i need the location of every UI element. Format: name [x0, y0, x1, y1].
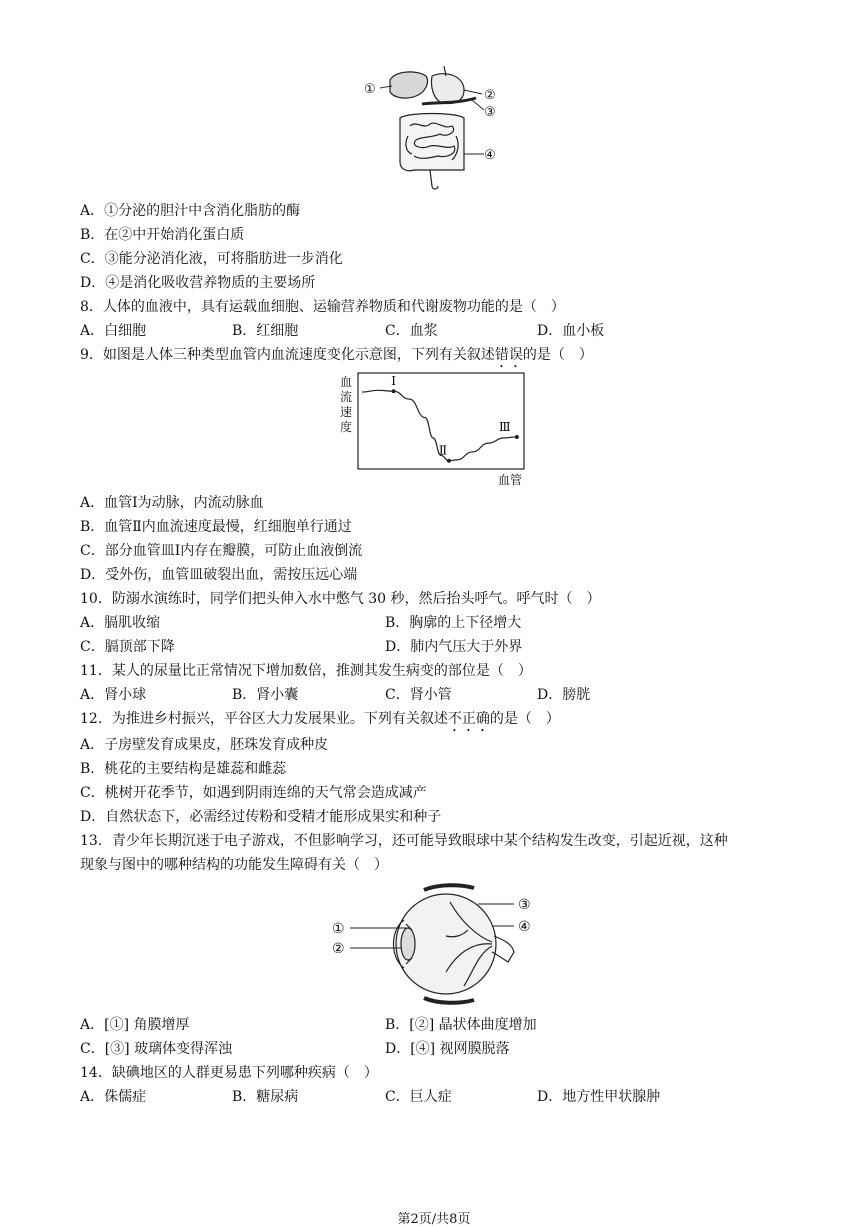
fig-label-1: ① [364, 82, 376, 97]
vessel-label-2: Ⅱ [438, 443, 447, 458]
q9-option-b: B．血管Ⅱ内血流速度最慢，红细胞单行通过 [80, 519, 352, 535]
q9-emphasis: 错误 [494, 347, 523, 363]
q10-stem: 10．防溺水演练时，同学们把头伸入水中憋气 30 秒，然后抬头呼气。呼气时（ ） [80, 591, 601, 607]
q10-option-b: B．胸廓的上下径增大 [385, 615, 522, 631]
vessel-point-2 [447, 459, 451, 463]
fig-label-4: ④ [484, 148, 496, 163]
digestive-system-figure [360, 66, 510, 194]
q7-option-c: C．③能分泌消化液，可将脂肪进一步消化 [80, 251, 343, 267]
blood-flow-chart [336, 370, 536, 488]
q14-stem: 14．缺碘地区的人群更易患下列哪种疾病（ ） [80, 1065, 378, 1081]
q12-emphasis: 不正确 [447, 711, 490, 727]
q14-option-a: A．侏儒症 [80, 1089, 147, 1105]
q12-option-b: B．桃花的主要结构是雄蕊和雌蕊 [80, 761, 287, 777]
vessel-label-1: Ⅰ [391, 374, 396, 389]
q8-option-b: B．红细胞 [232, 323, 299, 339]
y-axis-label-char: 流 [340, 390, 353, 404]
q9-option-c: C．部分血管皿Ⅰ内存在瓣膜，可防止血液倒流 [80, 543, 363, 559]
q13-option-b: B．[②] 晶状体曲度增加 [385, 1017, 537, 1033]
q13-stem-line1: 13．青少年长期沉迷于电子游戏，不但影响学习，还可能导致眼球中某个结构发生改变，引起近视，这种 [80, 833, 728, 849]
x-axis-label: 血管 [497, 473, 522, 487]
vessel-point-3 [515, 435, 519, 439]
eye-label-4: ④ [518, 919, 531, 935]
q11-option-c: C．肾小管 [385, 687, 452, 703]
q14-option-c: C．巨人症 [385, 1089, 452, 1105]
page-footer: 第2页/共8页 [397, 1212, 471, 1227]
q13-stem-line2: 现象与图中的哪种结构的功能发生障碍有关（ ） [80, 857, 388, 873]
q11-option-d: D．膀胱 [537, 687, 591, 703]
q12-option-c: C．桃树开花季节，如遇到阴雨连绵的天气常会造成减产 [80, 785, 427, 801]
y-axis-label-char: 度 [340, 420, 353, 434]
q14-option-d: D．地方性甲状腺肿 [537, 1089, 661, 1105]
q9-stem: 9．如图是人体三种类型血管内血流速度变化示意图，下列有关叙述错误的是（ ） [80, 347, 593, 363]
y-axis-label-char: 速 [340, 405, 353, 419]
q8-option-d: D．血小板 [537, 323, 605, 339]
q7-option-d: D．④是消化吸收营养物质的主要场所 [80, 275, 316, 291]
q11-option-a: A．肾小球 [80, 687, 147, 703]
y-axis-label [340, 375, 352, 434]
y-axis-label-char: 血 [340, 375, 353, 389]
q13-option-c: C．[③] 玻璃体变得浑浊 [80, 1041, 233, 1057]
q9-option-d: D．受外伤，血管皿破裂出血，需按压远心端 [80, 567, 358, 583]
q10-option-a: A．膈肌收缩 [80, 615, 161, 631]
q8-stem: 8．人体的血液中，具有运载血细胞、运输营养物质和代谢废物功能的是（ ） [80, 299, 565, 315]
fig-label-3: ③ [484, 105, 496, 120]
q11-option-b: B．肾小囊 [232, 687, 299, 703]
q12-option-d: D．自然状态下，必需经过传粉和受精才能形成果实和种子 [80, 809, 442, 825]
q9-option-a: A．血管Ⅰ为动脉，内流动脉血 [80, 495, 264, 511]
q12-option-a: A．子房壁发育成果皮，胚珠发育成种皮 [80, 737, 329, 753]
eye-label-1: ① [332, 921, 345, 937]
q13-option-d: D．[④] 视网膜脱落 [385, 1041, 510, 1057]
q13-option-a: A．[①] 角膜增厚 [80, 1017, 190, 1033]
q12-stem: 12．为推进乡村振兴，平谷区大力发展果业。下列有关叙述不正确的是（ ） [80, 711, 560, 727]
fig-label-2: ② [484, 88, 496, 103]
q7-option-a: A．①分泌的胆汁中含消化脂肪的酶 [80, 203, 301, 219]
eye-label-3: ③ [518, 897, 531, 913]
q10-option-d: D．肺内气压大于外界 [385, 639, 523, 655]
q10-option-c: C．膈顶部下降 [80, 639, 175, 655]
vessel-label-3: Ⅲ [499, 419, 511, 434]
q14-option-b: B．糖尿病 [232, 1089, 299, 1105]
vessel-point-1 [392, 389, 396, 393]
q8-option-a: A．白细胞 [80, 323, 147, 339]
q8-option-c: C．血浆 [385, 323, 438, 339]
q7-option-b: B．在②中开始消化蛋白质 [80, 227, 245, 243]
eye-figure [328, 880, 540, 1010]
eye-label-2: ② [332, 941, 345, 957]
q11-stem: 11．某人的尿量比正常情况下增加数倍，推测其发生病变的部位是（ ） [80, 663, 532, 679]
